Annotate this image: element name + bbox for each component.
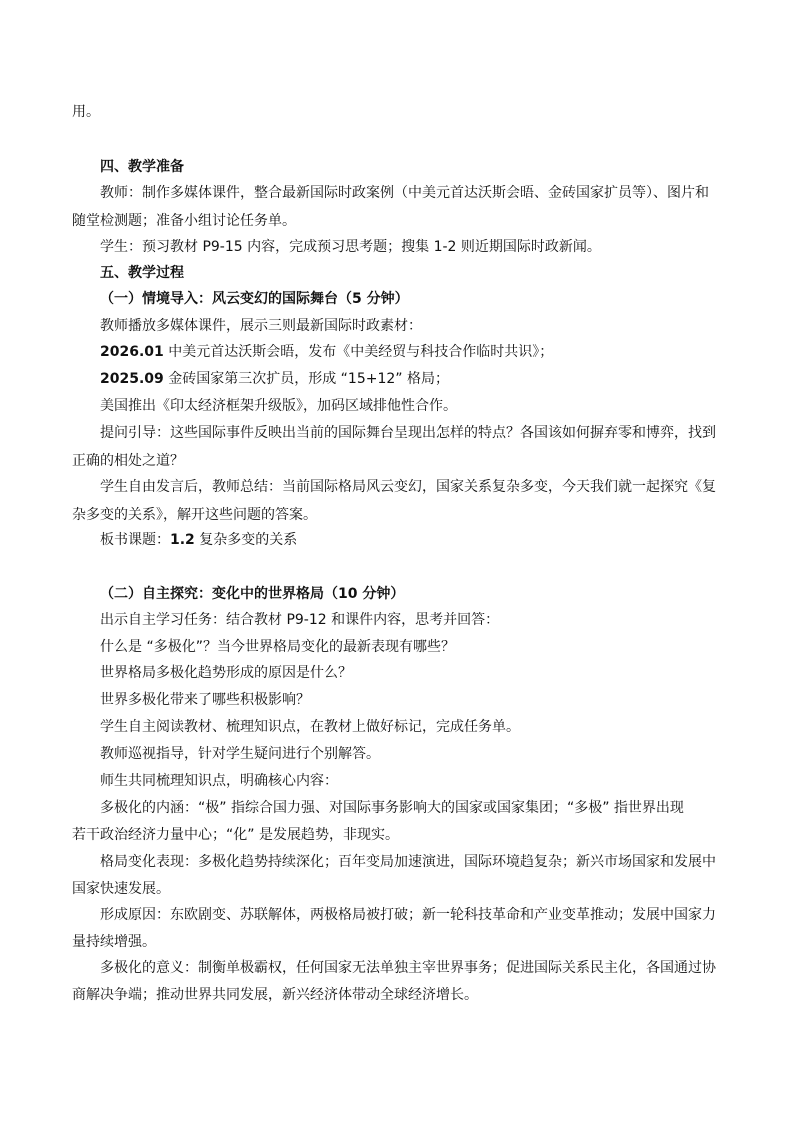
list-item: 世界多极化带来了哪些积极影响？ [100,692,310,708]
text-line: 若干政治经济力量中心；“化” 是发展趋势，非现实。 [72,827,399,843]
sub-heading: （二）自主探究：变化中的世界格局（10 分钟） [100,586,405,602]
list-item [100,342,732,362]
text-line: 师生共同梳理知识点，明确核心内容： [100,773,338,789]
section-heading: 五、教学过程 [100,265,184,281]
text-line: 学生：预习教材 P9-15 内容，完成预习思考题；搜集 1-2 则近期国际时政新闻。 [100,239,601,255]
date-label: 2025.09 [100,371,164,387]
text-line: 形成原因：东欧剧变、苏联解体，两极格局被打破；新一轮科技革命和产业变革推动；发展中国家力 [100,907,716,923]
board-title [100,530,732,550]
text-line: 杂多变的关系》，解开这些问题的答案。 [72,507,317,523]
board-number: 1.2 [170,532,195,548]
text-line: 国家快速发展。 [72,881,170,897]
item-text: 金砖国家第三次扩员，形成 “15+12” 格局； [163,371,449,387]
date-label: 2026.01 [100,344,164,360]
text-line: 商解决争端；推动世界共同发展，新兴经济体带动全球经济增长。 [72,987,478,1003]
list-item: 世界格局多极化趋势形成的原因是什么？ [100,665,352,681]
text-line: 多极化的内涵：“极” 指综合国力强、对国际事务影响大的国家或国家集团；“多极” 指世界出现 [100,800,684,816]
text-line: 正确的相处之道？ [72,453,184,469]
list-item [100,369,732,389]
text-line: 多极化的意义：制衡单极霸权，任何国家无法单独主宰世界事务；促进国际关系民主化，各国通过协 [100,960,716,976]
sub-heading: （一）情境导入：风云变幻的国际舞台（5 分钟） [100,291,409,307]
board-text: 复杂多变的关系 [194,532,298,548]
item-text: 中美元首达沃斯会晤，发布《中美经贸与科技合作临时共识》； [163,344,554,360]
board-label: 板书课题： [100,532,170,548]
text-line: 格局变化表现：多极化趋势持续深化；百年变局加速演进，国际环境趋复杂；新兴市场国家和发展中 [100,854,716,870]
text-line: 用。 [72,104,100,120]
text-line: 量持续增强。 [72,934,156,950]
text-line: 出示自主学习任务：结合教材 P9-12 和课件内容，思考并回答： [100,612,500,628]
list-item: 美国推出《印太经济框架升级版》，加码区域排他性合作。 [100,398,457,414]
text-line: 随堂检测题；准备小组讨论任务单。 [72,213,296,229]
section-heading: 四、教学准备 [100,159,184,175]
text-line: 教师巡视指导，针对学生疑问进行个别解答。 [100,746,380,762]
text-line: 学生自主阅读教材、梳理知识点，在教材上做好标记，完成任务单。 [100,719,520,735]
text-line: 学生自由发言后，教师总结：当前国际格局风云变幻，国家关系复杂多变，今天我们就一起探究《复 [100,479,716,495]
text-line: 教师：制作多媒体课件，整合最新国际时政案例（中美元首达沃斯会晤、金砖国家扩员等）、图片和 [100,185,709,201]
text-line: 教师播放多媒体课件，展示三则最新国际时政素材： [100,318,422,334]
list-item: 什么是 “多极化”？当今世界格局变化的最新表现有哪些？ [100,639,455,655]
text-line: 提问引导：这些国际事件反映出当前的国际舞台呈现出怎样的特点？各国该如何摒弃零和博弈，找到 [100,425,716,441]
